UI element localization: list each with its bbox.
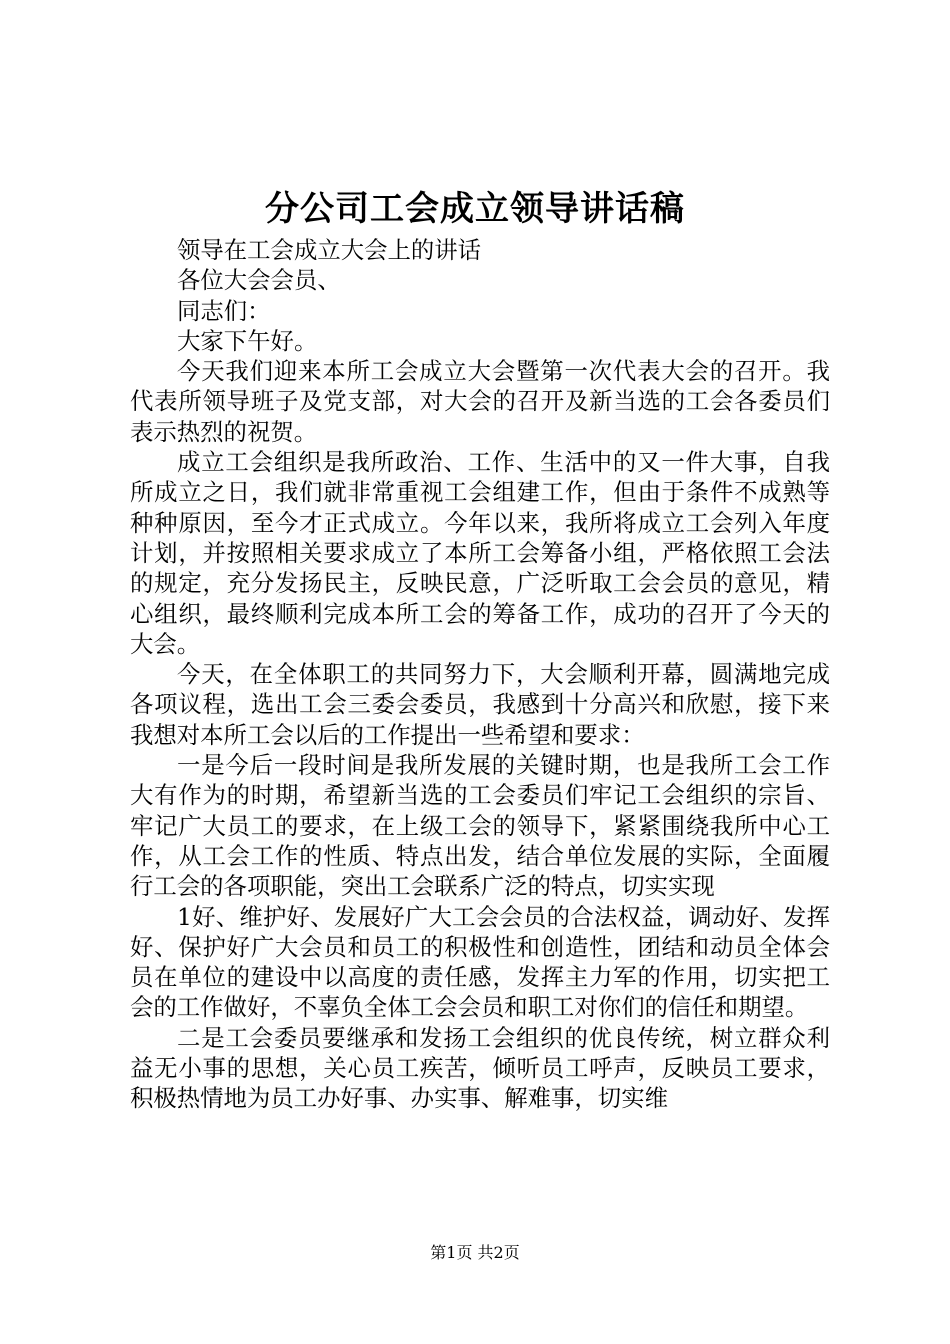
document-title: 分公司工会成立领导讲话稿 bbox=[265, 189, 685, 229]
paragraph: 1好、维护好、发展好广大工会会员的合法权益，调动好、发挥好、保护好广大会员和员工的积极性和创造性，团结和动员全体会员在单位的建设中以高度的责任感，发挥主力军的作用，切实把工会的工作做好，不辜负全体工会会员和职工对你们的信任和期望。 bbox=[130, 902, 830, 1022]
paragraph: 今天，在全体职工的共同努力下，大会顺利开幕，圆满地完成各项议程，选出工会三委会委员，我感到十分高兴和欣慰，接下来我想对本所工会以后的工作提出一些希望和要求： bbox=[130, 660, 830, 749]
paragraph: 今天我们迎来本所工会成立大会暨第一次代表大会的召开。我代表所领导班子及党支部，对大会的召开及新当选的工会各委员们表示热烈的祝贺。 bbox=[130, 357, 830, 446]
paragraph: 一是今后一段时间是我所发展的关键时期，也是我所工会工作大有作为的时期，希望新当选的工会委员们牢记工会组织的宗旨、牢记广大员工的要求，在上级工会的领导下，紧紧围绕我所中心工作，从工会工作的性质、特点出发，结合单位发展的实际，全面履行工会的各项职能，突出工会联系广泛的特点，切实实现 bbox=[130, 751, 830, 901]
paragraph: 大家下午好。 bbox=[177, 326, 318, 355]
paragraph: 领导在工会成立大会上的讲话 bbox=[177, 236, 482, 264]
paragraph: 同志们： bbox=[177, 296, 271, 325]
page-footer: 第1页 共2页 bbox=[430, 1243, 520, 1262]
document-body bbox=[130, 235, 830, 1114]
paragraph: 二是工会委员要继承和发扬工会组织的优良传统，树立群众利益无小事的思想，关心员工疾苦，倾听员工呼声，反映员工要求，积极热情地为员工办好事、办实事、解难事，切实维 bbox=[130, 1023, 830, 1113]
paragraph: 各位大会会员、 bbox=[177, 266, 341, 295]
paragraph: 成立工会组织是我所政治、工作、生活中的又一件大事，自我所成立之日，我们就非常重视工会组建工作，但由于条件不成熟等种种原因，至今才正式成立。今年以来，我所将成立工会列入年度计划，并按照相关要求成立了本所工会筹备小组，严格依照工会法的规定，充分发扬民主，反映民意，广泛听取工会会员的意见，精心组织，最终顺利完成本所工会的筹备工作，成功的召开了今天的大会。 bbox=[130, 448, 830, 658]
